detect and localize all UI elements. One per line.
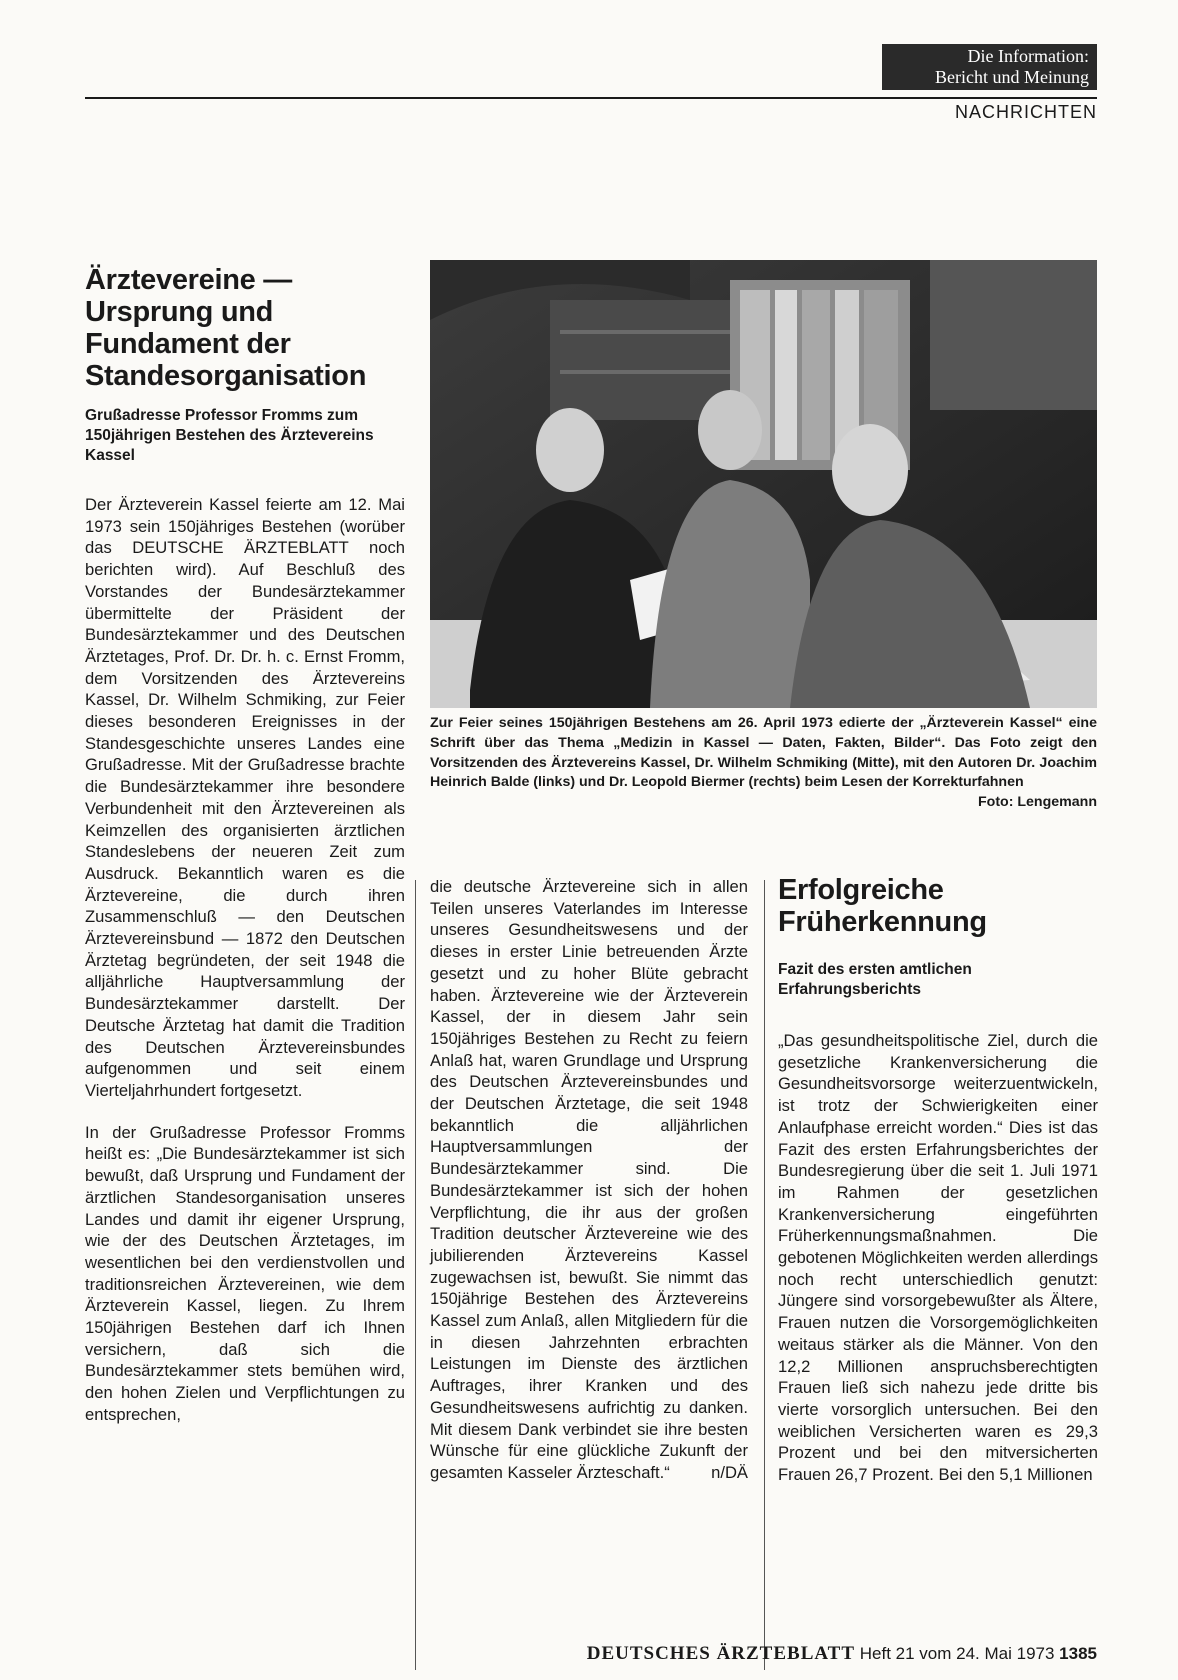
photo-caption	[430, 714, 1097, 813]
header-rule	[85, 97, 1097, 99]
photo-credit: Foto: Lengemann	[977, 794, 1097, 811]
photo-doctors-reading-proofs	[430, 260, 1097, 708]
column-rule-right	[764, 880, 765, 1670]
article1-signature: n/DÄ	[711, 1462, 748, 1482]
section-tag-line2: Bericht und Meinung	[935, 67, 1089, 87]
section-tag-line1: Die Information:	[967, 46, 1089, 66]
article2-title: Erfolgreiche Früherkennung	[778, 874, 987, 938]
article1-title: Ärztevereine — Ursprung und Fundament der Standesorganisation	[85, 264, 367, 392]
footer-magazine: DEUTSCHES ÄRZTEBLATT	[586, 1643, 856, 1664]
article1-continuation	[430, 876, 748, 1484]
section-tag	[882, 44, 1097, 90]
article1-subtitle: Grußadresse Professor Fromms zum 150jährigen Bestehen des Ärztevereins Kassel	[85, 407, 374, 464]
page-footer	[480, 1643, 1097, 1665]
article2-paragraph: „Das gesundheitspolitische Ziel, durch die gesetzliche Krankenversicherung die Gesundheitsvorsorge weiterzuentwickeln, ist trotz der Schwierigkeiten einer Anlaufphase erreicht worden.“ Dies ist das Fazit des ersten Erfahrungsberichtes der Bundesregierung über die seit 1. Juli 1971 im Rahmen der gesetzlichen Krankenversicherung eingeführten Früherkennungsmaßnahmen. Die gebotenen Möglichkeiten werden allerdings noch recht unterschiedlich genutzt: Jüngere sind vorsorgebewußter als Ältere, Frauen nutzen die Vorsorgemöglichkeiten weitaus stärker als die Männer. Von den 12,2 Millionen anspruchsberechtigten Frauen ließ sich nahezu jede dritte bis vierte vorsorglich untersuchen. Bei den weiblichen Versicherten waren es 29,3 Prozent und bei den mitversicherten Frauen 26,7 Prozent. Bei den 5,1 Millionen	[778, 1031, 1098, 1485]
article2-subtitle: Fazit des ersten amtlichen Erfahrungsberichts	[778, 961, 972, 998]
article1-paragraph1: Der Ärzteverein Kassel feierte am 12. Mai 1973 sein 150jähriges Bestehen (worüber das DEUTSCHE ÄRZTEBLATT noch berichten wird). Auf Beschluß des Vorstandes der Bundesärztekammer übermittelte der Präsident der Bundesärztekammer und des Deutschen Ärztetages, Prof. Dr. Dr. h. c. Ernst Fromm, dem Vorsitzenden des Ärztevereins Kassel, Dr. Wilhelm Schmiking, zur Feier dieses besonderen Ereignisses in der Standesgeschichte unseres Landes eine Grußadresse. Mit der Grußadresse brachte die Bundesärztekammer ihre besondere Verbundenheit mit den Ärztevereinen als Keimzellen des organisierten ärztlichen Standeslebens der neueren Zeit zum Ausdruck. Bekanntlich waren es die Ärztevereine, die durch ihren Zusammenschluß — den Deutschen Ärztevereinsbund — 1872 den Deutschen Ärztetag begründeten, der seit 1948 die alljährliche Hauptversammlung der Bundesärztekammer darstellt. Der Deutsche Ärztetag hat damit die Tradition des Deutschen Ärztevereinsbundes aufgenommen und seit einem Vierteljahrhundert fortgesetzt.	[85, 495, 405, 1100]
article1-continuation-text: die deutsche Ärztevereine sich in allen Teilen unseres Vaterlandes im Interesse unseres Gesundheitswesens und der dieses in erster Linie betreuenden Ärzte gesetzt und zu hoher Blüte gebracht haben. Ärztevereine wie der Ärzteverein Kassel, der in diesem Jahr sein 150jähriges Bestehen zu Recht zu feiern Anlaß hat, waren Grundlage und Ursprung des Deutschen Ärztevereinsbundes und der Deutschen Ärztetage, die seit 1948 bekanntlich die alljährlichen Hauptversammlungen der Bundesärztekammer sind. Die Bundesärztekammer ist sich der hohen Verpflichtung, die ihr aus der großen Tradition deutscher Ärztevereine wie des jubilierenden Ärztevereins Kassel zugewachsen ist, bewußt. Sie nimmt das 150jährige Bestehen des Ärztevereins Kassel zum Anlaß, allen Mitgliedern für die in diesen Jahrzehnten erbrachten Leistungen im Dienste des ärztlichen Auftrages, ihrer Kranken und des Gesundheitswesens aufrichtig zu danken. Mit diesem Dank verbindet sie ihre besten Wünsche für eine glückliche Zukunft der gesamten Kasseler Ärzteschaft.“	[430, 877, 748, 1482]
article1-paragraph2: In der Grußadresse Professor Fromms heißt es: „Die Bundesärztekammer ist sich bewußt, daß Ursprung und Fundament der ärztlichen Standesorganisation unseres Landes und damit ihr eigener Ursprung, wie der des Deutschen Ärztetages, im wesentlichen bei den verdienstvollen und traditionsreichen Ärztevereinen, wie dem Ärzteverein Kassel, liegen. Zu Ihrem 150jährigen Bestehen darf ich Ihnen versichern, daß sich die Bundesärztekammer stets bemühen wird, den hohen Zielen und Verpflichtungen zu entsprechen,	[85, 1122, 405, 1424]
photo-caption-text: Zur Feier seines 150jährigen Bestehens am 26. April 1973 edierte der „Ärzteverein Kassel“ eine Schrift über das Thema „Medizin in Kassel — Daten, Fakten, Bilder“. Das Foto zeigt den Vorsitzenden des Ärztevereins Kassel, Dr. Wilhelm Schmiking (Mitte), mit den Autoren Dr. Joachim Heinrich Balde (links) und Dr. Leopold Biermer (rechts) beim Lesen der Korrekturfahnen	[430, 715, 1097, 791]
column-rule-left	[415, 880, 416, 1670]
footer-issue: Heft 21 vom 24. Mai 1973	[859, 1644, 1055, 1663]
article2-body	[778, 1030, 1098, 1486]
footer-page-number: 1385	[1059, 1644, 1097, 1663]
rubric: NACHRICHTEN	[954, 102, 1097, 122]
article1-body	[85, 494, 405, 1446]
